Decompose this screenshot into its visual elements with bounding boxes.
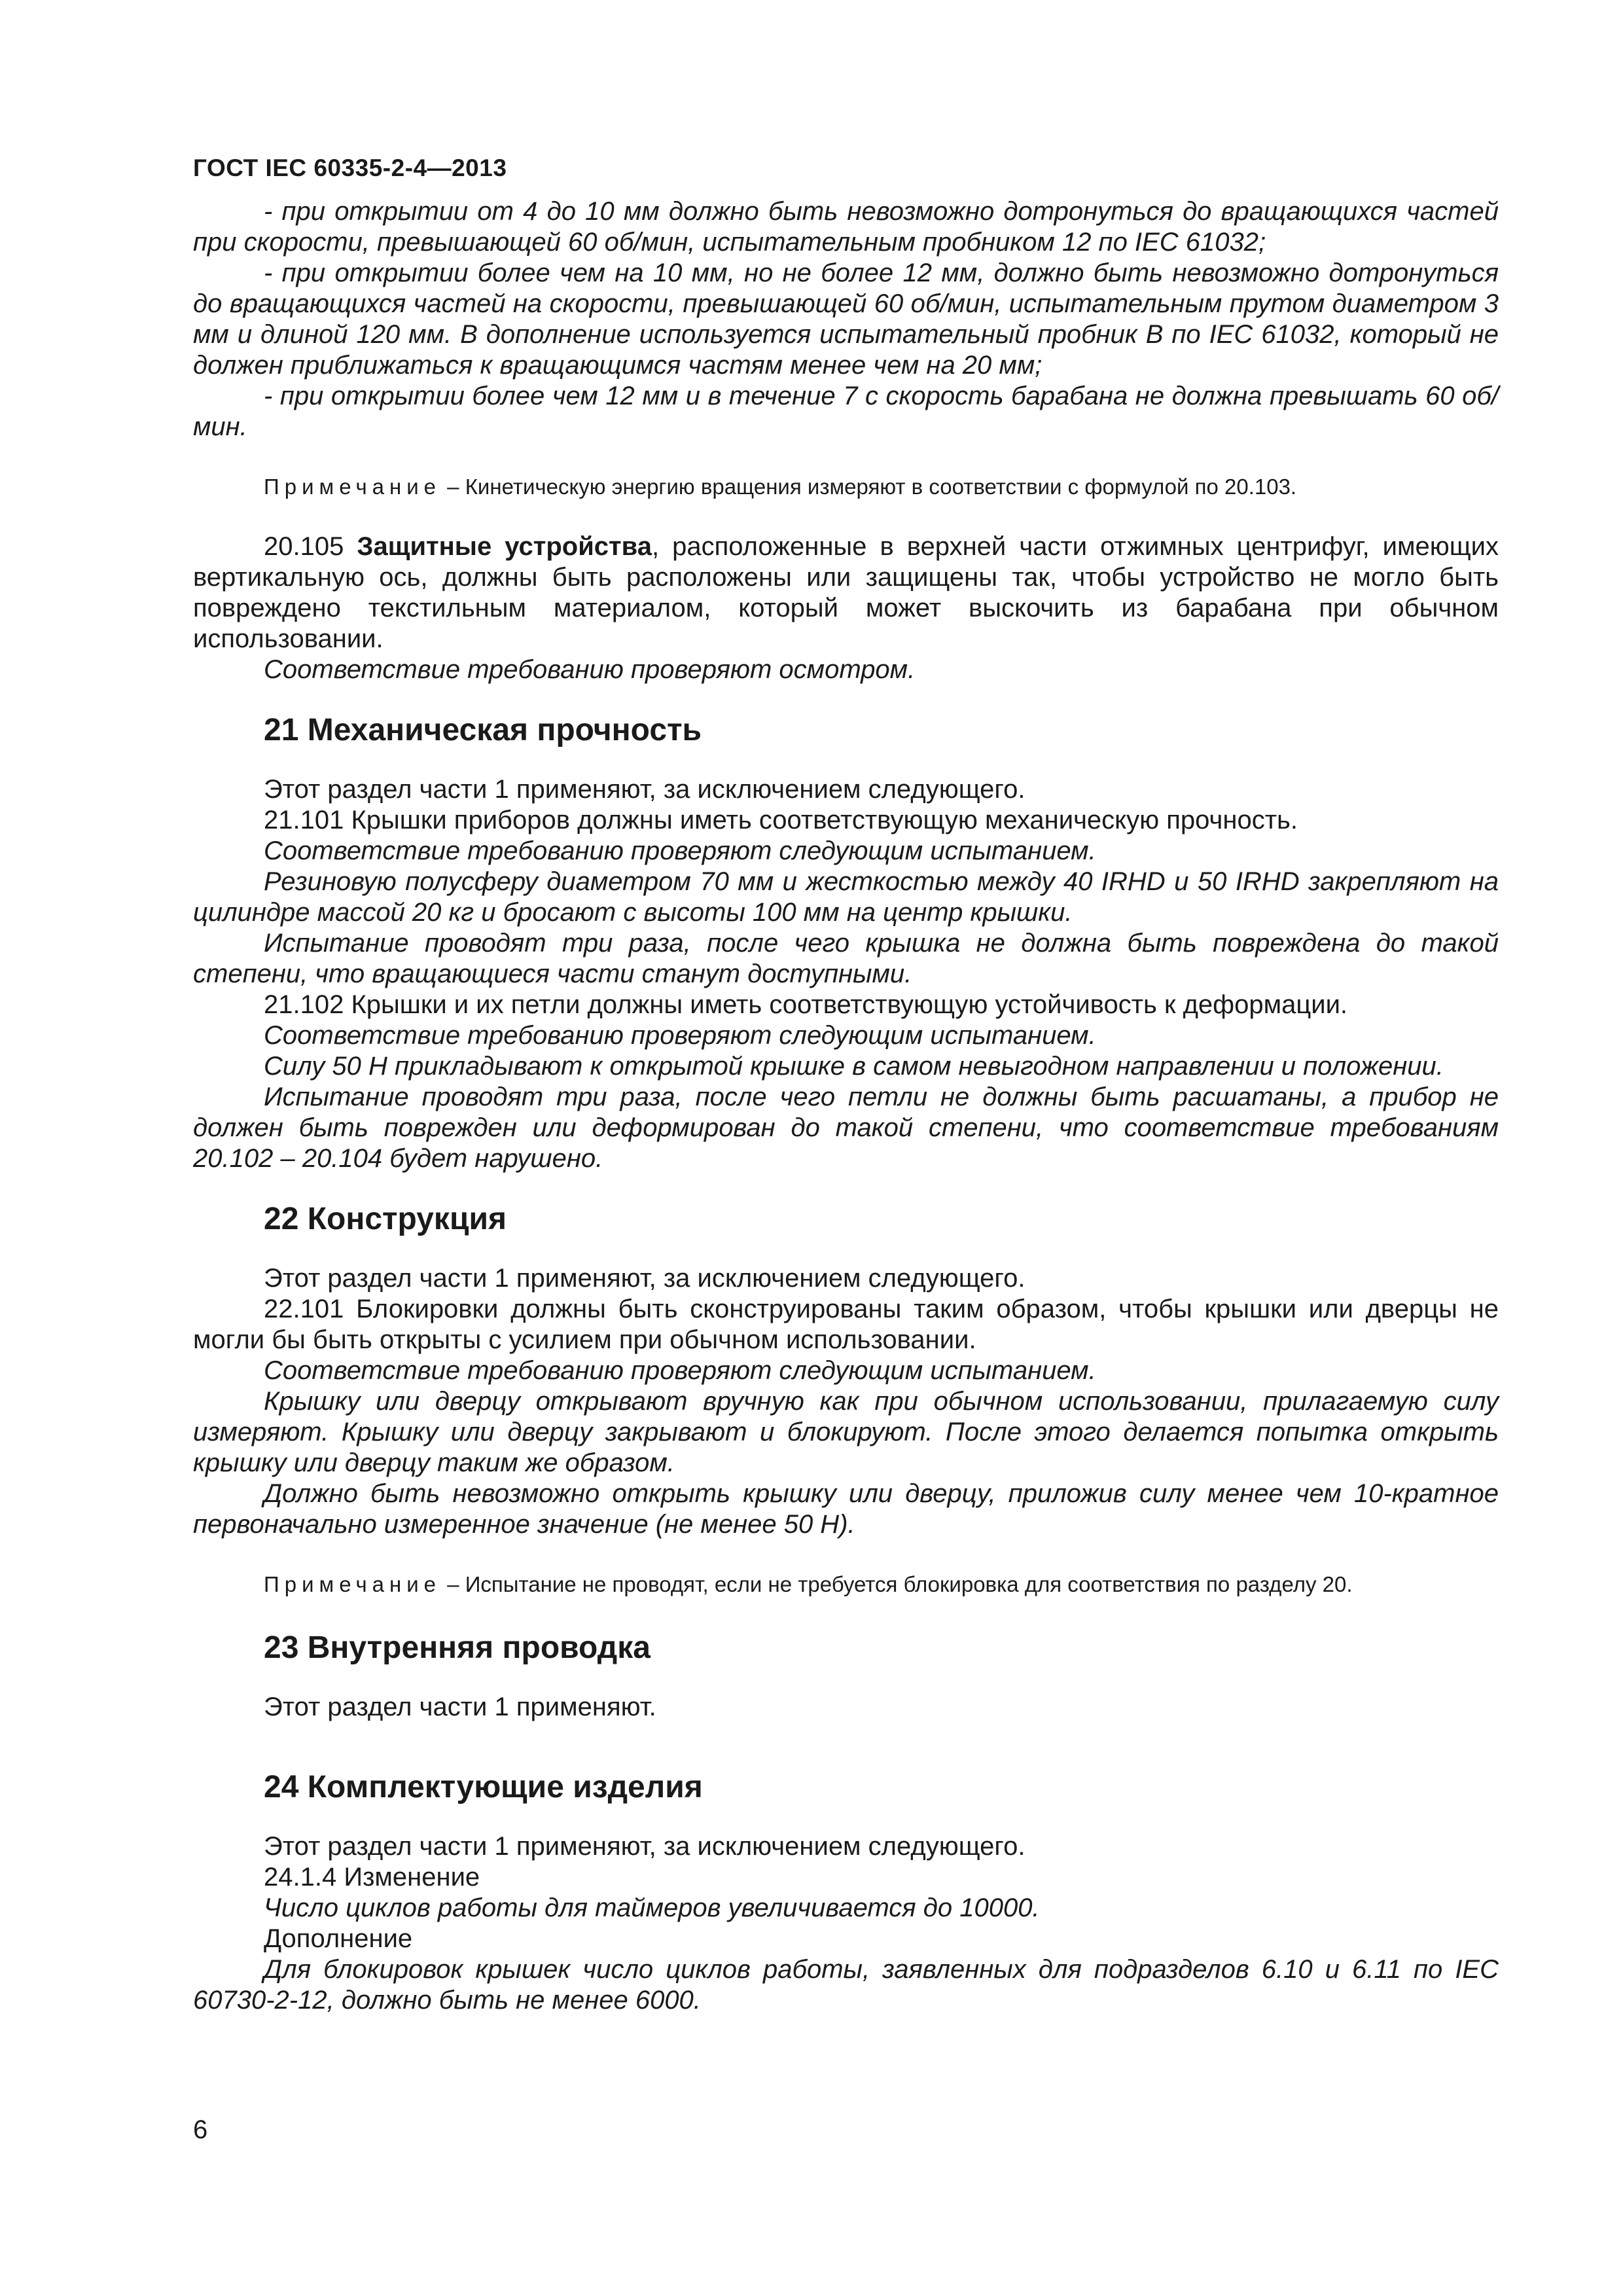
- note-text: – Кинетическую энергию вращения измеряют в соответствии с формулой по 20.103.: [441, 475, 1297, 499]
- paragraph: 22.101 Блокировки должны быть сконструированы таким образом, чтобы крышки или дверцы не могли бы быть открыты с усилием при обычном использовании.: [193, 1295, 1499, 1354]
- paragraph: Испытание проводят три раза, после чего петли не должны быть расшатаны, а прибор не должен быть поврежден или деформирован до такой степени, что соответствие требованиям 20.102 – 20.104 будет нарушено.: [193, 1083, 1499, 1173]
- paragraph: Этот раздел части 1 применяют, за исключением следующего.: [264, 1264, 1026, 1293]
- note-label: Примечание: [264, 475, 442, 499]
- list-item: - при открытии от 4 до 10 мм должно быть невозможно дотронуться до вращающихся частей при скорости, превышающей 60 об/мин, испытательным пробником 12 по IEC 61032;: [193, 197, 1499, 257]
- paragraph: Дополнение: [264, 1924, 413, 1953]
- clause-term: Защитные устройства: [357, 532, 652, 561]
- paragraph: Испытание проводят три раза, после чего крышка не должна быть повреждена до такой степени, что вращающиеся части станут доступными.: [193, 929, 1499, 988]
- note-text: – Испытание не проводят, если не требуется блокировка для соответствия по разделу 20.: [441, 1572, 1353, 1596]
- document-header: ГОСТ IEC 60335-2-4—2013: [193, 154, 507, 181]
- section-title-23: 23 Внутренняя проводка: [264, 1630, 651, 1665]
- paragraph: Силу 50 Н прикладывают к открытой крышке в самом невыгодном направлении и положении.: [264, 1052, 1444, 1081]
- paragraph: 21.101 Крышки приборов должны иметь соответствующую механическую прочность.: [264, 806, 1298, 834]
- list-item: - при открытии более чем 12 мм и в течение 7 с скорость барабана не должна превышать 60 об/мин.: [193, 382, 1499, 441]
- page-content: [193, 196, 1499, 2016]
- note-label: Примечание: [264, 1572, 442, 1596]
- paragraph: Этот раздел части 1 применяют, за исключением следующего.: [264, 1832, 1026, 1861]
- paragraph: Соответствие требованию проверяют следующим испытанием.: [264, 836, 1096, 865]
- paragraph: Соответствие требованию проверяют следующим испытанием.: [264, 1021, 1096, 1050]
- clause-text: , расположенные в верхней части отжимных центрифуг, имеющих вертикальную ось, должны быть расположены или защищены так, чтобы устройство не могло быть повреждено текстильным материалом, который может выскочить из барабана при обычном использовании.: [193, 532, 1499, 653]
- note: [193, 1571, 1499, 1598]
- paragraph: 24.1.4 Изменение: [264, 1863, 480, 1892]
- paragraph: Резиновую полусферу диаметром 70 мм и жесткостью между 40 IRHD и 50 IRHD закрепляют на цилиндре массой 20 кг и бросают с высоты 100 мм на центр крышки.: [193, 867, 1499, 927]
- note: [193, 474, 1499, 500]
- paragraph: Должно быть невозможно открыть крышку или дверцу, приложив силу менее чем 10-кратное первоначально измеренное значение (не менее 50 Н).: [193, 1479, 1499, 1539]
- section-title-24: 24 Комплектующие изделия: [264, 1770, 703, 1804]
- page-number: 6: [193, 2115, 208, 2144]
- paragraph: 21.102 Крышки и их петли должны иметь соответствующую устойчивость к деформации.: [264, 990, 1348, 1019]
- list-item: - при открытии более чем на 10 мм, но не более 12 мм, должно быть невозможно дотронуться до вращающихся частей на скорости, превышающей 60 об/мин, испытательным прутом диаметром 3 мм и длиной 120 мм. В дополнение используется испытательный пробник B по IEC 61032, который не должен приближаться к вращающимся частям менее чем на 20 мм;: [193, 259, 1499, 380]
- paragraph: Крышку или дверцу открывают вручную как при обычном использовании, прилагаемую силу измеряют. Крышку или дверцу закрывают и блокируют. После этого делается попытка открыть крышку или дверцу таким же образом.: [193, 1387, 1499, 1477]
- section-title-21: 21 Механическая прочность: [264, 713, 702, 747]
- paragraph: Этот раздел части 1 применяют, за исключением следующего.: [264, 775, 1026, 804]
- paragraph: Для блокировок крышек число циклов работы, заявленных для подразделов 6.10 и 6.11 по IEC 60730-2-12, должно быть не менее 6000.: [193, 1955, 1499, 2015]
- compliance-check: Соответствие требованию проверяют осмотром.: [264, 655, 916, 684]
- clause-number: 20.105: [264, 532, 357, 561]
- paragraph: Этот раздел части 1 применяют.: [264, 1693, 656, 1721]
- paragraph: Соответствие требованию проверяют следующим испытанием.: [264, 1356, 1096, 1385]
- clause-20-105: [193, 531, 1499, 655]
- section-title-22: 22 Конструкция: [264, 1202, 507, 1236]
- paragraph: Число циклов работы для таймеров увеличивается до 10000.: [264, 1893, 1040, 1922]
